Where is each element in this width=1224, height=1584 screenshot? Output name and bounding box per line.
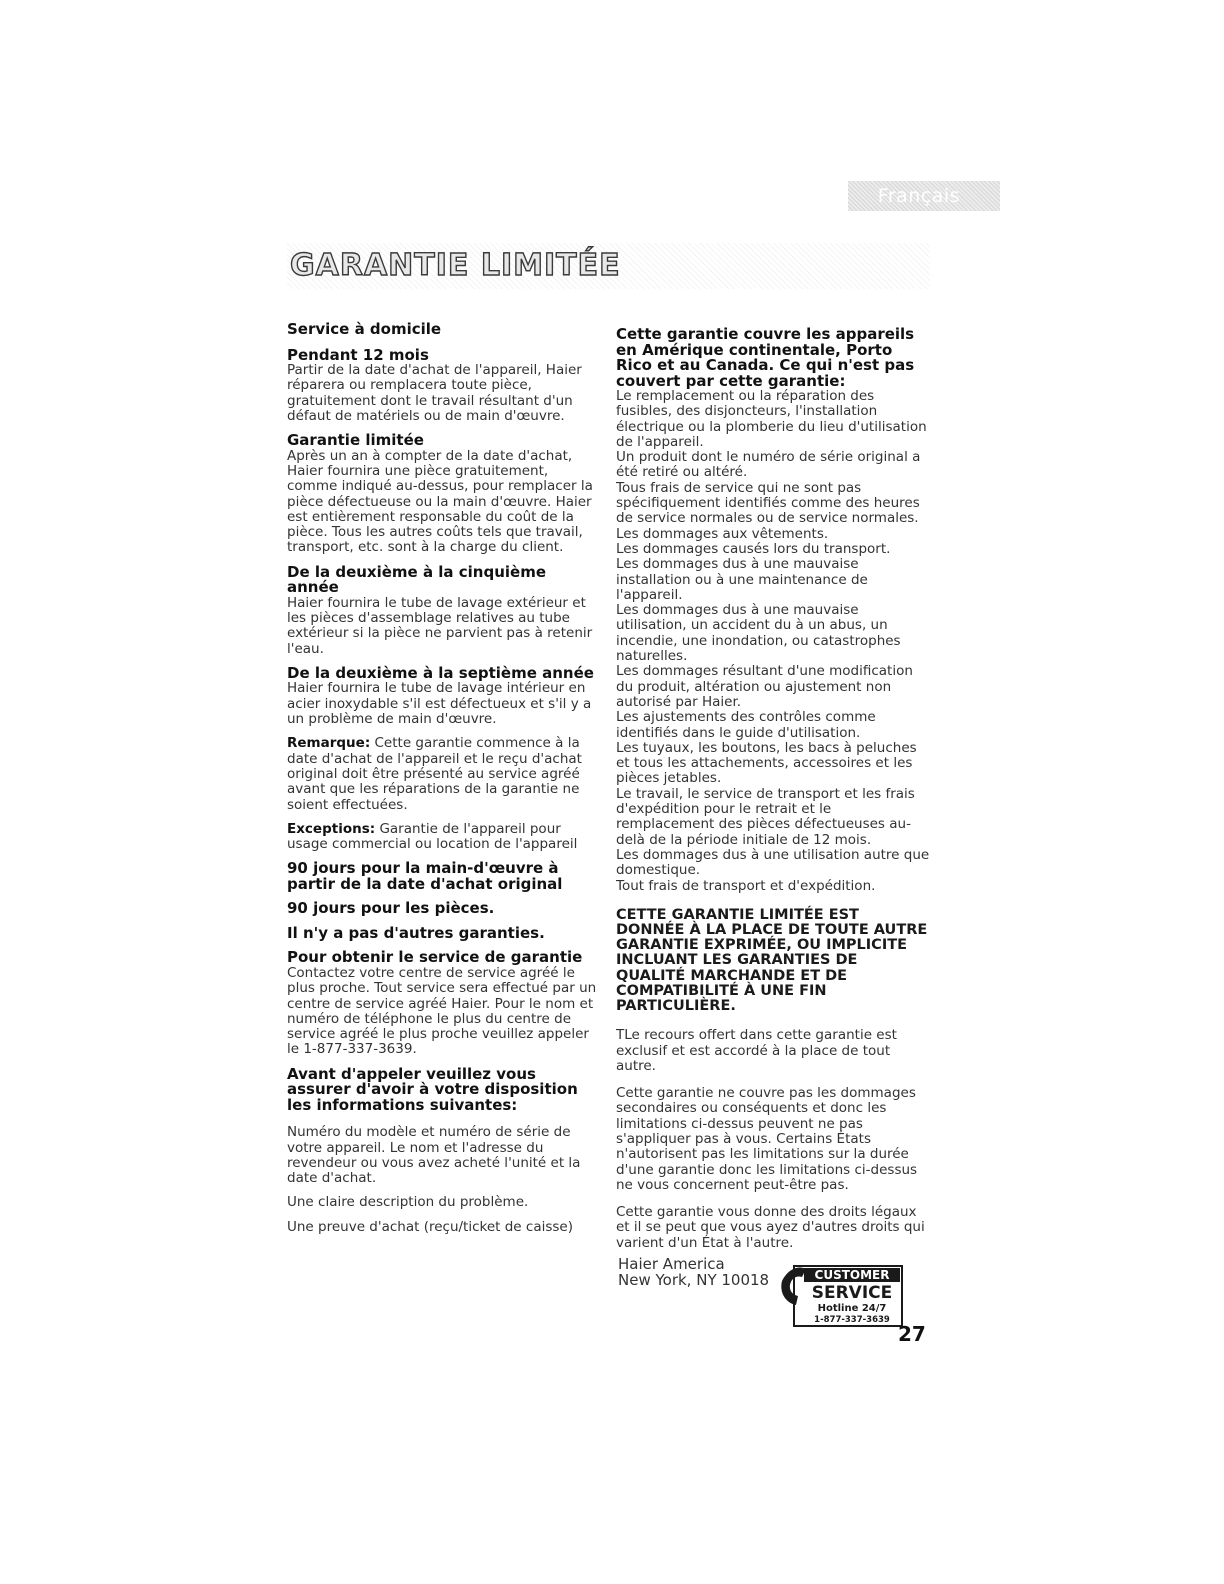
section-limited-warranty-title: Garantie limitée [287,431,424,450]
right-column [616,327,931,1260]
not-covered-item: Les dommages dus à une utilisation autre que domestique. [616,846,930,879]
no-other-warranties: Il n'y a pas d'autres garanties. [287,923,545,942]
before-call-heading: Avant d'appeler veuillez vous assurer d'avoir à votre disposition les informations suivantes: [287,1064,578,1114]
remark-label: Remarque: [287,735,371,752]
service-home-heading: Service à domicile [287,320,442,338]
section-obtain-service-body: Contactez votre centre de service agréé le plus proche. Tout service sera effectué par un centre de service agréé Haier. Pour le nom et numéro de téléphone le plus du centre de service agréé le plus proche veuillez appeler le 1-877-337-3639. [287,964,597,1058]
section-obtain-service [287,950,599,1057]
remark-paragraph [287,736,599,812]
company-address: New York, NY 10018 [618,1271,770,1289]
not-covered-item: Les dommages dus à une mauvaise installation ou à une maintenance de l'appareil. [616,556,868,603]
title-band [287,243,930,289]
customer-service-badge [780,1263,904,1329]
section-2-7-years-body: Haier fournira le tube de lavage intérieur en acier inoxydable s'il est défectueux et s'il y a un problème de main d'œuvre. [287,680,592,728]
coverage-heading: Cette garantie couvre les appareils en Amérique continentale, Porto Rico et au Canada. Ce qui n'est pas couvert par cette garantie: [616,325,915,390]
remedy-paragraph: TLe recours offert dans cette garantie est exclusif et est accordé à la place de tout autre. [616,1027,897,1074]
exceptions-label: Exceptions: [287,820,376,837]
info-item-model: Numéro du modèle et numéro de série de votre appareil. Le nom et l'adresse du revendeur ou vous avez acheté l'unité et la date d'achat. [287,1124,581,1187]
info-item-description: Une claire description du problème. [287,1194,529,1211]
section-limited-warranty-body: Après un an à compter de la date d'achat, Haier fournira une pièce gratuitement, comme indiqué au-dessus, pour remplacer la pièce défectueuse ou la main d'œuvre. Haier est entièrement responsable du coût de la pièce. Tous les autres coûts tels que travail, transport, etc. sont à la charge du client. [287,447,593,556]
badge-line-service: SERVICE [811,1283,893,1303]
exceptions-body: Garantie de l'appareil pour usage commercial ou location de l'appareil [287,820,578,853]
section-2-5-years-title: De la deuxième à la cinquième année [287,562,547,597]
not-covered-item: Le remplacement ou la réparation des fusibles, des disjoncteurs, l'installation électrique ou la plomberie du lieu d'utilisation de l'appareil. [616,388,927,450]
not-covered-item: Les dommages résultant d'une modification du produit, altération ou ajustement non autorisé par Haier. [616,663,913,710]
labor-90-days: 90 jours pour la main-d'œuvre à partir de la date d'achat original [287,859,563,893]
not-covered-item: Les dommages dus à une mauvaise utilisation, un accident du à un abus, un incendie, une inondation, ou catastrophes naturelles. [616,602,901,665]
language-tab: Français [848,181,1000,211]
section-12-months [287,345,599,425]
page-number: 27 [898,1322,926,1346]
caps-notice: CETTE GARANTIE LIMITÉE EST DONNÉE À LA PLACE DE TOUTE AUTRE GARANTIE EXPRIMÉE, OU IMPLICITE INCLUANT LES GARANTIES DE QUALITÉ MARCHANDE ET DE COMPATIBILITÉ À UNE FIN PARTICULIÈRE. [616,906,928,1015]
not-covered-item: Les tuyaux, les boutons, les bacs à peluches et tous les attachements, accessoires et les pièces jetables. [616,739,917,787]
section-2-7-years-title: De la deuxième à la septième année [287,663,594,682]
not-covered-item: Le travail, le service de transport et les frais d'expédition pour le retrait et le remplacement des pièces défectueuses au-delà de la période initiale de 12 mois. [616,785,915,848]
section-2-5-years-body: Haier fournira le tube de lavage extérieur et les pièces d'assemblage relatives au tube extérieur si la pièce ne parvient pas à retenir l'eau. [287,594,593,657]
left-column [287,322,599,1244]
exceptions-paragraph [287,822,599,853]
not-covered-item: Les dommages aux vêtements. [616,525,829,542]
legal-rights-paragraph: Cette garantie vous donne des droits légaux et il se peut que vous ayez d'autres droits qui varient d'un État à l'autre. [616,1204,925,1251]
customer-service-logo [780,1263,904,1329]
badge-line-phone: 1-877-337-3639 [814,1315,890,1325]
not-covered-item: Un produit dont le numéro de série original a été retiré ou altéré. [616,449,921,481]
remark-body: Cette garantie commence à la date d'achat de l'appareil et le reçu d'achat original doit être présenté au service agréé avant que les réparations de la garantie ne soient effectuées. [287,735,582,813]
section-2-5-years [287,562,599,657]
section-obtain-service-title: Pour obtenir le service de garantie [287,948,583,967]
consequential-paragraph: Cette garantie ne couvre pas les dommages secondaires ou conséquents et donc les limitations ci-dessus peuvent ne pas s'appliquer pas à vous. Certains États n'autorisent pas les limitations sur la durée d'une garantie donc les limitations ci-dessus ne vous concernent peut-être pas. [616,1085,918,1193]
company-name: Haier America [618,1255,725,1273]
section-12-months-title: Pendant 12 mois [287,345,429,364]
info-item-proof: Une preuve d'achat (reçu/ticket de caisse) [287,1218,573,1235]
not-covered-item: Les ajustements des contrôles comme identifiés dans le guide d'utilisation. [616,709,876,741]
parts-90-days: 90 jours pour les pièces. [287,899,495,918]
section-2-7-years [287,663,599,728]
not-covered-list [616,389,931,894]
section-limited-warranty [287,433,599,556]
badge-line-customer: CUSTOMER [814,1268,890,1282]
badge-line-hotline: Hotline 24/7 [817,1303,887,1314]
section-12-months-body: Partir de la date d'achat de l'appareil, Haier réparera ou remplacera toute pièce, gratuitement dont le travail résultant d'un défaut de matériels ou de main d'œuvre. [287,362,582,424]
page-title: GARANTIE LIMITÉE [290,248,621,283]
not-covered-item: Tous frais de service qui ne sont pas spécifiquement identifiés comme des heures de service normales ou de service normales. [616,479,920,527]
brand-address-block [618,1256,769,1288]
not-covered-item: Tout frais de transport et d'expédition. [616,877,876,894]
not-covered-item: Les dommages causés lors du transport. [616,540,891,557]
